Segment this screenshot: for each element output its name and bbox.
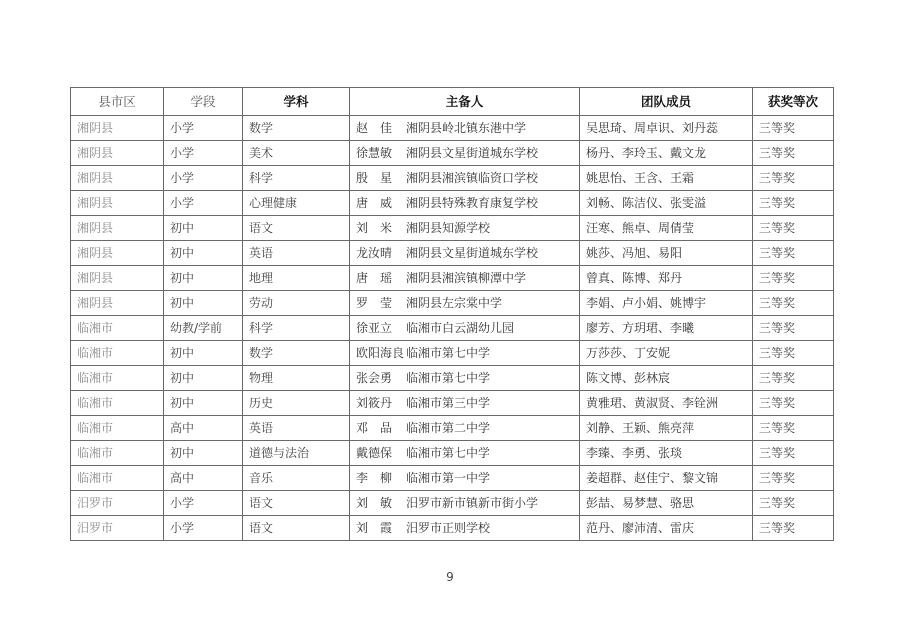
cell-region: 临湘市 [71, 366, 164, 391]
cell-region: 湘阴县 [71, 241, 164, 266]
cell-award: 三等奖 [753, 316, 834, 341]
lead-school: 湘阴县文星街道城东学校 [406, 246, 539, 260]
cell-lead [350, 491, 580, 516]
cell-subject: 道德与法治 [243, 441, 350, 466]
cell-team: 汪寒、熊卓、周倩莹 [580, 216, 753, 241]
cell-award: 三等奖 [753, 441, 834, 466]
cell-region: 临湘市 [71, 416, 164, 441]
cell-team: 万莎莎、丁安妮 [580, 341, 753, 366]
cell-stage: 初中 [164, 441, 243, 466]
cell-team: 彭喆、易梦慧、骆思 [580, 491, 753, 516]
table-row [71, 316, 834, 341]
cell-lead [350, 416, 580, 441]
table-row [71, 116, 834, 141]
cell-subject: 数学 [243, 341, 350, 366]
cell-lead [350, 441, 580, 466]
table-header-row [71, 88, 834, 116]
lead-name: 李 柳 [356, 471, 393, 485]
cell-subject: 科学 [243, 316, 350, 341]
lead-school: 湘阴县湘滨镇临资口学校 [406, 171, 539, 185]
lead-name: 罗 莹 [356, 296, 393, 310]
cell-team: 陈文博、彭林宸 [580, 366, 753, 391]
lead-school: 湘阴县岭北镇东港中学 [406, 121, 527, 135]
cell-team: 廖芳、方玥珺、李曦 [580, 316, 753, 341]
cell-region: 汨罗市 [71, 516, 164, 541]
cell-region: 湘阴县 [71, 116, 164, 141]
cell-award: 三等奖 [753, 216, 834, 241]
lead-name: 戴德保 [356, 446, 393, 460]
cell-stage: 高中 [164, 416, 243, 441]
lead-name: 赵 佳 [356, 121, 393, 135]
table-row [71, 366, 834, 391]
cell-award: 三等奖 [753, 416, 834, 441]
cell-stage: 高中 [164, 466, 243, 491]
lead-name: 龙汝晴 [356, 246, 393, 260]
cell-subject: 音乐 [243, 466, 350, 491]
cell-lead [350, 191, 580, 216]
cell-team: 刘畅、陈洁仪、张雯溢 [580, 191, 753, 216]
cell-region: 湘阴县 [71, 166, 164, 191]
table-row [71, 266, 834, 291]
table-row [71, 491, 834, 516]
cell-team: 姚思怡、王含、王霜 [580, 166, 753, 191]
cell-award: 三等奖 [753, 266, 834, 291]
cell-lead [350, 141, 580, 166]
cell-subject: 劳动 [243, 291, 350, 316]
cell-subject: 美术 [243, 141, 350, 166]
header-region: 县市区 [71, 88, 164, 116]
cell-stage: 初中 [164, 216, 243, 241]
lead-name: 殷 星 [356, 171, 393, 185]
awards-table [70, 87, 834, 541]
cell-team: 曾真、陈博、郑丹 [580, 266, 753, 291]
cell-subject: 物理 [243, 366, 350, 391]
lead-name: 徐慧敏 [356, 146, 393, 160]
cell-stage: 幼教/学前 [164, 316, 243, 341]
cell-subject: 数学 [243, 116, 350, 141]
page-number: 9 [446, 570, 454, 584]
header-award: 获奖等次 [753, 88, 834, 116]
cell-award: 三等奖 [753, 516, 834, 541]
table-row [71, 216, 834, 241]
lead-school: 湘阴县文星街道城东学校 [406, 146, 539, 160]
cell-stage: 小学 [164, 516, 243, 541]
cell-region: 湘阴县 [71, 191, 164, 216]
table-row [71, 466, 834, 491]
table-row [71, 141, 834, 166]
lead-name: 唐 威 [356, 196, 393, 210]
header-lead: 主备人 [350, 88, 580, 116]
cell-award: 三等奖 [753, 341, 834, 366]
cell-lead [350, 291, 580, 316]
header-stage: 学段 [164, 88, 243, 116]
cell-stage: 小学 [164, 191, 243, 216]
cell-stage: 初中 [164, 341, 243, 366]
cell-region: 临湘市 [71, 341, 164, 366]
cell-region: 湘阴县 [71, 141, 164, 166]
cell-lead [350, 316, 580, 341]
cell-team: 杨丹、李玲玉、戴文龙 [580, 141, 753, 166]
cell-subject: 英语 [243, 241, 350, 266]
cell-lead [350, 241, 580, 266]
lead-school: 湘阴县特殊教育康复学校 [406, 196, 539, 210]
lead-school: 湘阴县湘滨镇柳潭中学 [406, 271, 527, 285]
cell-team: 李臻、李勇、张琰 [580, 441, 753, 466]
cell-subject: 心理健康 [243, 191, 350, 216]
lead-name: 刘 敏 [356, 496, 393, 510]
cell-stage: 初中 [164, 391, 243, 416]
cell-team: 刘静、王颖、熊亮萍 [580, 416, 753, 441]
lead-school: 临湘市第七中学 [406, 346, 491, 360]
cell-subject: 地理 [243, 266, 350, 291]
lead-name: 唐 瑶 [356, 271, 393, 285]
cell-team: 黄雅珺、黄淑贤、李铨洲 [580, 391, 753, 416]
cell-subject: 英语 [243, 416, 350, 441]
cell-region: 湘阴县 [71, 216, 164, 241]
cell-subject: 语文 [243, 516, 350, 541]
cell-lead [350, 266, 580, 291]
cell-region: 湘阴县 [71, 266, 164, 291]
table-row [71, 441, 834, 466]
cell-region: 临湘市 [71, 391, 164, 416]
cell-stage: 小学 [164, 491, 243, 516]
cell-lead [350, 216, 580, 241]
cell-stage: 初中 [164, 366, 243, 391]
lead-name: 张会勇 [356, 371, 393, 385]
lead-school: 临湘市第七中学 [406, 446, 491, 460]
cell-lead [350, 466, 580, 491]
table-row [71, 341, 834, 366]
header-subject: 学科 [243, 88, 350, 116]
cell-stage: 小学 [164, 166, 243, 191]
cell-award: 三等奖 [753, 166, 834, 191]
cell-stage: 初中 [164, 266, 243, 291]
cell-team: 李娟、卢小娟、姚博宇 [580, 291, 753, 316]
table-row [71, 191, 834, 216]
cell-award: 三等奖 [753, 466, 834, 491]
cell-stage: 小学 [164, 141, 243, 166]
table-body [71, 116, 834, 541]
table-row [71, 241, 834, 266]
cell-region: 湘阴县 [71, 291, 164, 316]
lead-name: 刘 米 [356, 221, 393, 235]
lead-name: 刘 霞 [356, 521, 393, 535]
lead-name: 欧阳海良 [356, 346, 405, 360]
cell-region: 临湘市 [71, 316, 164, 341]
lead-school: 湘阴县知源学校 [406, 221, 491, 235]
cell-award: 三等奖 [753, 191, 834, 216]
lead-school: 临湘市第七中学 [406, 371, 491, 385]
lead-name: 徐亚立 [356, 321, 393, 335]
cell-award: 三等奖 [753, 491, 834, 516]
lead-school: 临湘市第三中学 [406, 396, 491, 410]
cell-subject: 科学 [243, 166, 350, 191]
cell-award: 三等奖 [753, 391, 834, 416]
cell-award: 三等奖 [753, 291, 834, 316]
cell-award: 三等奖 [753, 116, 834, 141]
table-row [71, 166, 834, 191]
cell-lead [350, 166, 580, 191]
cell-award: 三等奖 [753, 141, 834, 166]
cell-stage: 小学 [164, 116, 243, 141]
table-row [71, 391, 834, 416]
cell-award: 三等奖 [753, 366, 834, 391]
cell-region: 汨罗市 [71, 491, 164, 516]
table-row [71, 416, 834, 441]
cell-stage: 初中 [164, 241, 243, 266]
cell-region: 临湘市 [71, 441, 164, 466]
cell-subject: 语文 [243, 491, 350, 516]
lead-name: 刘筱丹 [356, 396, 393, 410]
cell-lead [350, 516, 580, 541]
lead-school: 临湘市白云湖幼儿园 [406, 321, 515, 335]
cell-subject: 语文 [243, 216, 350, 241]
cell-team: 姜超群、赵佳宁、黎文锦 [580, 466, 753, 491]
cell-team: 姚莎、冯旭、易阳 [580, 241, 753, 266]
lead-school: 汨罗市新市镇新市街小学 [406, 496, 539, 510]
lead-school: 汨罗市正则学校 [406, 521, 491, 535]
cell-lead [350, 391, 580, 416]
lead-school: 湘阴县左宗棠中学 [406, 296, 503, 310]
cell-lead [350, 341, 580, 366]
cell-region: 临湘市 [71, 466, 164, 491]
cell-lead [350, 366, 580, 391]
lead-school: 临湘市第二中学 [406, 421, 491, 435]
cell-team: 吴思琦、周卓识、刘丹蕊 [580, 116, 753, 141]
cell-stage: 初中 [164, 291, 243, 316]
cell-award: 三等奖 [753, 241, 834, 266]
cell-team: 范丹、廖沛清、雷庆 [580, 516, 753, 541]
header-team: 团队成员 [580, 88, 753, 116]
cell-subject: 历史 [243, 391, 350, 416]
table-row [71, 516, 834, 541]
table-row [71, 291, 834, 316]
lead-name: 邓 品 [356, 421, 393, 435]
cell-lead [350, 116, 580, 141]
lead-school: 临湘市第一中学 [406, 471, 491, 485]
